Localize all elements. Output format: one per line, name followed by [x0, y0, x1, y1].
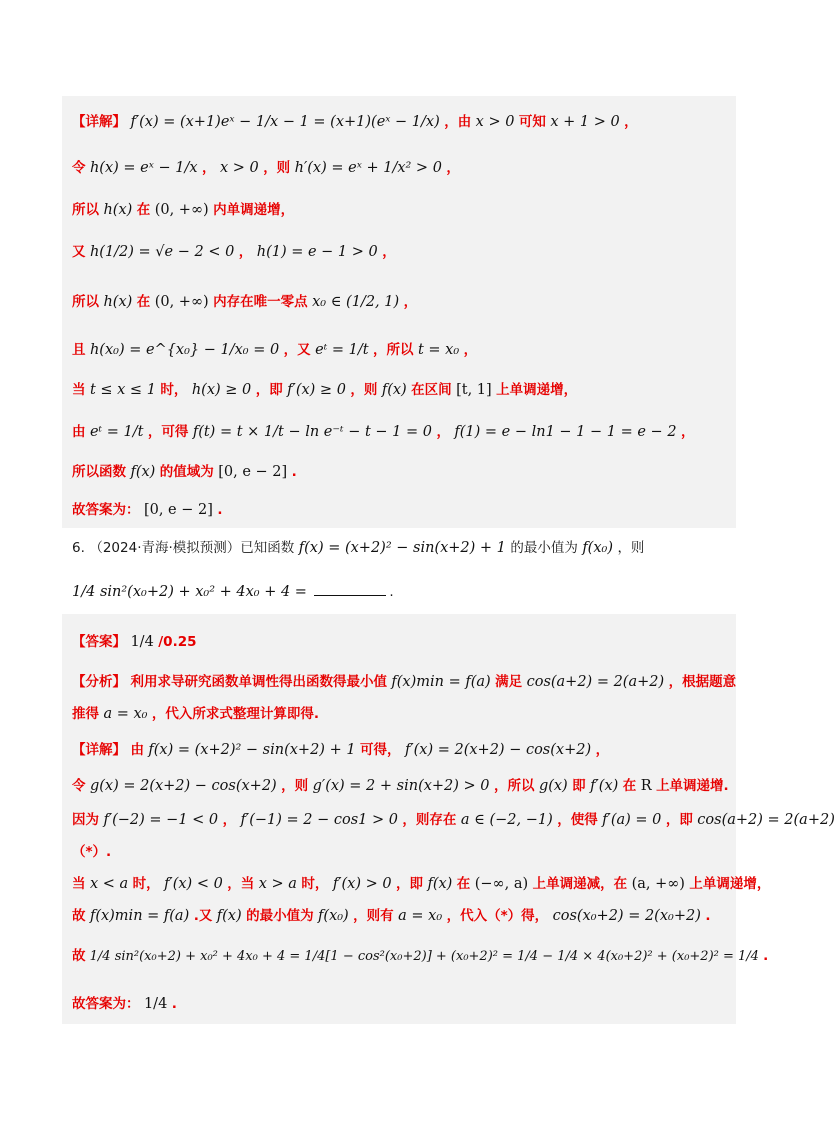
- line-answer-tag: 【答案】 1/4 /0.25: [72, 634, 197, 650]
- line-detail-9: 所以函数 f(x) 的值域为 [0, e − 2] .: [72, 464, 297, 480]
- problem-6-line-1: 6. （2024·青海·模拟预测）已知函数 f(x) = (x+2)² − sin(x+2) + 1 的最小值为 f(x₀) ，则: [72, 540, 645, 556]
- line-detail2-7: 故 1/4 sin²(x₀+2) + x₀² + 4x₀ + 4 = 1/4[1 − cos²(x₀+2)] + (x₀+2)² = 1/4 − 1/4 × 4(x₀+2)² + (x₀+2)² = 1/4 .: [72, 948, 769, 964]
- answer-value: 1/4: [130, 634, 154, 650]
- line-analysis-2: 推得 a = x₀ ，代入所求式整理计算即得.: [72, 706, 320, 722]
- answer-blank: [314, 595, 386, 596]
- detail-tag-2: 【详解】: [72, 742, 126, 758]
- line-detail-3: 所以 h(x) 在 (0, +∞) 内单调递增，: [72, 202, 295, 218]
- line-detail2-5: 当 x < a 时， f′(x) < 0 ，当 x > a 时， f′(x) > 0 ，即 f(x) 在 (−∞, a) 上单调递减，在 (a, +∞) 上单调递增，: [72, 876, 771, 892]
- derivative-eq: f′(x) = (x+1)eˣ − 1/x − 1 = (x+1)(eˣ − 1/x): [130, 114, 440, 130]
- line-detail-6: 且 h(x₀) = e^{x₀} − 1/x₀ = 0 ，又 eᵗ = 1/t ，所以 t = x₀ ，: [72, 342, 478, 358]
- problem-source: （2024·青海·模拟预测）已知函数: [89, 540, 295, 556]
- answer-tag: 【答案】: [72, 634, 126, 650]
- problem-function: f(x) = (x+2)² − sin(x+2) + 1: [298, 540, 506, 556]
- line-detail-4: 又 h(1/2) = √e − 2 < 0 ， h(1) = e − 1 > 0 ，: [72, 244, 396, 260]
- line-detail-8: 由 eᵗ = 1/t ，可得 f(t) = t × 1/t − ln e⁻ᵗ − t − 1 = 0 ， f(1) = e − ln1 − 1 − 1 = e − 2 ，: [72, 424, 695, 440]
- line-detail2-1: 【详解】 由 f(x) = (x+2)² − sin(x+2) + 1 可得， f′(x) = 2(x+2) − cos(x+2) ，: [72, 742, 610, 758]
- line-detail-5: 所以 h(x) 在 (0, +∞) 内存在唯一零点 x₀ ∈ (1/2, 1) ，: [72, 294, 418, 310]
- problem-number: 6.: [72, 540, 85, 556]
- line-detail2-6: 故 f(x)min = f(a) .又 f(x) 的最小值为 f(x₀) ，则有 a = x₀ ，代入（*）得， cos(x₀+2) = 2(x₀+2) .: [72, 908, 711, 924]
- detail-tag: 【详解】: [72, 114, 126, 130]
- analysis-tag: 【分析】: [72, 674, 126, 690]
- line-answer-1: 故答案为： [0, e − 2] .: [72, 502, 223, 518]
- problem-expression: 1/4 sin²(x₀+2) + x₀² + 4x₀ + 4 =: [72, 584, 307, 600]
- line-detail2-3: 因为 f′(−2) = −1 < 0 ， f′(−1) = 2 − cos1 > 0 ，则存在 a ∈ (−2, −1) ，使得 f′(a) = 0 ，即 cos(a+2) = 2(a+2): [72, 812, 835, 828]
- line-detail2-2: 令 g(x) = 2(x+2) − cos(x+2) ，则 g′(x) = 2 + sin(x+2) > 0 ，所以 g(x) 即 f′(x) 在 R 上单调递增.: [72, 778, 729, 794]
- line-detail-1: 【详解】 f′(x) = (x+1)eˣ − 1/x − 1 = (x+1)(eˣ − 1/x) ，由 x > 0 可知 x + 1 > 0 ，: [72, 114, 638, 130]
- line-analysis-1: 【分析】 利用求导研究函数单调性得出函数得最小值 f(x)min = f(a) 满足 cos(a+2) = 2(a+2) ，根据题意: [72, 674, 737, 690]
- line-detail2-4: （*）.: [72, 844, 112, 860]
- line-detail-2: 令 h(x) = eˣ − 1/x ， x > 0 ，则 h′(x) = eˣ + 1/x² > 0 ，: [72, 160, 460, 176]
- line-answer-2: 故答案为： 1/4 .: [72, 996, 177, 1012]
- problem-6-line-2: 1/4 sin²(x₀+2) + x₀² + 4x₀ + 4 = .: [72, 584, 394, 600]
- line-detail-7: 当 t ≤ x ≤ 1 时， h(x) ≥ 0 ，即 f′(x) ≥ 0 ，则 f(x) 在区间 [t, 1] 上单调递增，: [72, 382, 578, 398]
